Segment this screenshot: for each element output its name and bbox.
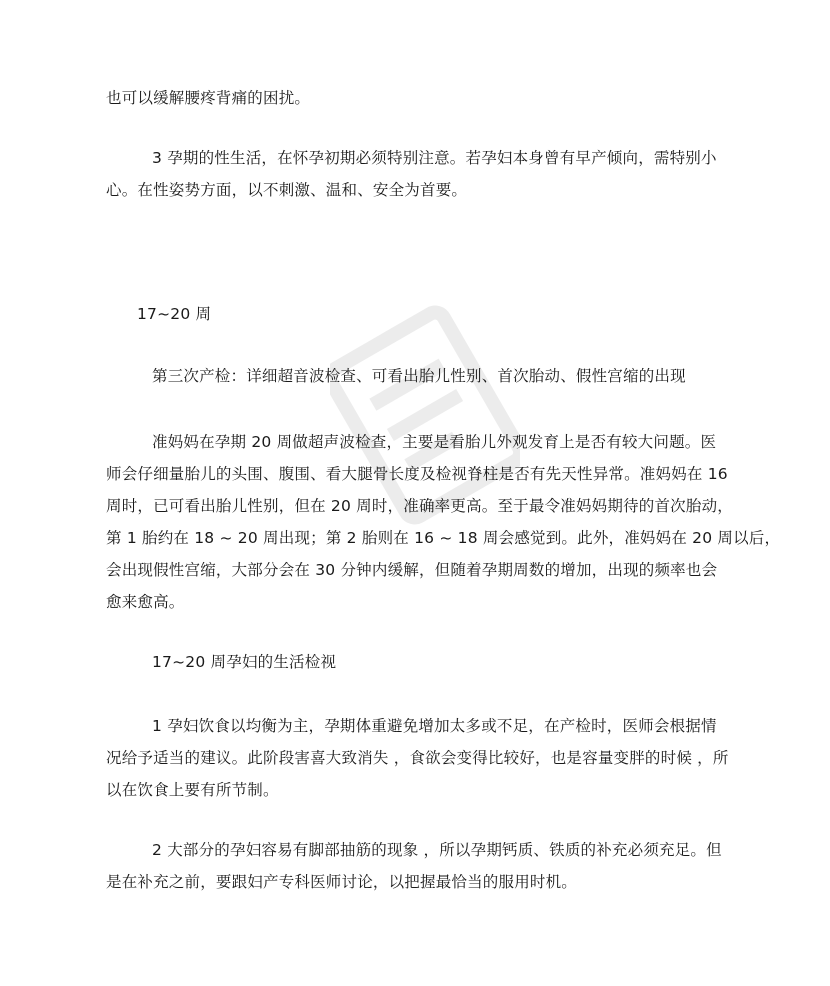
section-subheading: 第三次产检：详细超音波检查、可看出胎儿性别、首次胎动、假性宫缩的出现: [152, 367, 686, 385]
paragraph-line: 愈来愈高。: [106, 593, 185, 611]
paragraph-line: 会出现假性宫缩，大部分会在 30 分钟内缓解，但随着孕期周数的增加，出现的频率也会: [106, 561, 718, 579]
paragraph-line: 2 大部分的孕妇容易有脚部抽筋的现象 ，所以孕期钙质、铁质的补充必须充足。但: [152, 841, 722, 859]
paragraph-line: 准妈妈在孕期 20 周做超声波检查，主要是看胎儿外观发育上是否有较大问题。医: [152, 433, 717, 451]
paragraph-line: 况给予适当的建议。此阶段害喜大致消失 ，食欲会变得比较好，也是容量变胖的时候 ，所: [106, 749, 729, 767]
paragraph-line: 第 1 胎约在 18 ~ 20 周出现；第 2 胎则在 16 ~ 18 周会感觉到。此外，准妈妈在 20 周以后，: [106, 529, 781, 547]
paragraph-line: 周时，已可看出胎儿性别，但在 20 周时，准确率更高。至于最令准妈妈期待的首次胎动，: [106, 497, 733, 515]
paragraph-line: 师会仔细量胎儿的头围、腹围、看大腿骨长度及检视脊柱是否有先天性异常。准妈妈在 16: [106, 465, 728, 483]
paragraph-line: 1 孕妇饮食以均衡为主，孕期体重避免增加太多或不足，在产检时，医师会根据情: [152, 717, 717, 735]
section-heading: 17~20 周孕妇的生活检视: [152, 653, 337, 671]
paragraph-line: 是在补充之前，要跟妇产专科医师讨论，以把握最恰当的服用时机。: [106, 873, 578, 891]
paragraph-line: 3 孕期的性生活，在怀孕初期必须特别注意。若孕妇本身曾有早产倾向，需特别小: [152, 149, 717, 167]
paragraph-line: 也可以缓解腰疼背痛的困扰。: [106, 89, 311, 107]
section-heading: 17~20 周: [137, 305, 212, 323]
paragraph-line: 以在饮食上要有所节制。: [106, 781, 279, 799]
paragraph-line: 心。在性姿势方面，以不刺激、温和、安全为首要。: [106, 181, 468, 199]
